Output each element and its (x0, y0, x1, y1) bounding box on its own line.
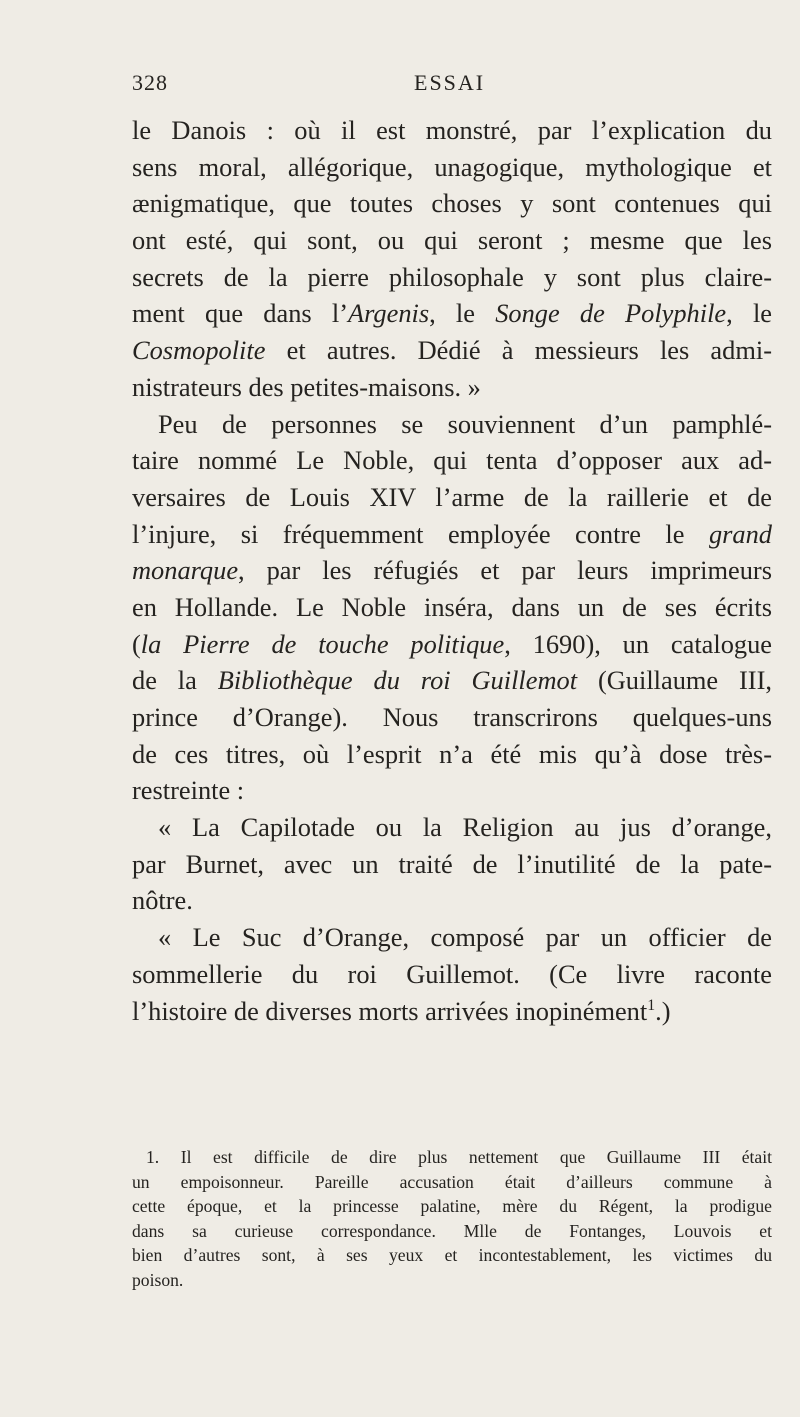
footnote-line: dans sa curieuse correspondance. Mlle de Fontanges, Louvois et (132, 1220, 772, 1241)
text-line: « Le Suc d’Orange, composé par un officier de (158, 922, 772, 953)
text-line: Cosmopolite et autres. Dédié à messieurs les admi- (132, 335, 772, 366)
text-line: ment que dans l’Argenis, le Songe de Polyphile, le (132, 298, 772, 329)
text-line: l’histoire de diverses morts arrivées inopinément$^1$.) (132, 995, 671, 1026)
text-line: versaires de Louis XIV l’arme de la raillerie et de (132, 481, 772, 512)
footnote-block (132, 1145, 772, 1293)
text-line: ont esté, qui sont, ou qui seront ; mesme que les (132, 225, 772, 256)
text-line: par Burnet, avec un traité de l’inutilité de la pate- (132, 848, 772, 879)
text-line: restreinte : (132, 775, 245, 806)
running-head: ESSAI (414, 70, 486, 95)
text-line: sens moral, allégorique, unagogique, mythologique et (132, 151, 772, 182)
text-line: nistrateurs des petites-maisons. » (132, 371, 481, 402)
page-number: 328 (132, 70, 168, 95)
text-line: l’injure, si fréquemment employée contre le grand (132, 518, 772, 549)
text-line: sommellerie du roi Guillemot. (Ce livre raconte (132, 958, 772, 989)
text-line: le Danois : où il est monstré, par l’explication du (132, 115, 772, 145)
text-line: ænigmatique, que toutes choses y sont contenues qui (132, 188, 772, 219)
text-line: (la Pierre de touche politique, 1690), un catalogue (132, 628, 773, 659)
text-line: de la Bibliothèque du roi Guillemot (Guillaume III, (132, 665, 772, 696)
text-line: « La Capilotade ou la Religion au jus d’orange, (158, 812, 772, 843)
main-text (132, 112, 772, 1029)
text-line: taire nommé Le Noble, qui tenta d’opposer aux ad- (132, 445, 772, 476)
text-line: de ces titres, où l’esprit n’a été mis qu’à dose très- (132, 738, 772, 769)
text-line: Peu de personnes se souviennent d’un pamphlé- (158, 408, 772, 439)
footnote-line: un empoisonneur. Pareille accusation était d’ailleurs commune à (132, 1171, 772, 1192)
text-line: secrets de la pierre philosophale y sont plus claire- (132, 261, 772, 292)
text-line: monarque, par les réfugiés et par leurs imprimeurs (132, 555, 772, 586)
page-header (132, 70, 772, 100)
footnote-line: poison. (132, 1269, 184, 1290)
footnote-line: 1. Il est difficile de dire plus nettement que Guillaume III était (146, 1147, 772, 1167)
text-line: en Hollande. Le Noble inséra, dans un de ses écrits (132, 591, 772, 622)
footnote-line: bien d’autres sont, à ses yeux et incontestablement, les victimes du (132, 1245, 772, 1266)
text-line: prince d’Orange). Nous transcrirons quelques-uns (132, 702, 772, 732)
footnote-line: cette époque, et la princesse palatine, mère du Régent, la prodigue (132, 1196, 772, 1217)
text-line: nôtre. (132, 885, 193, 916)
